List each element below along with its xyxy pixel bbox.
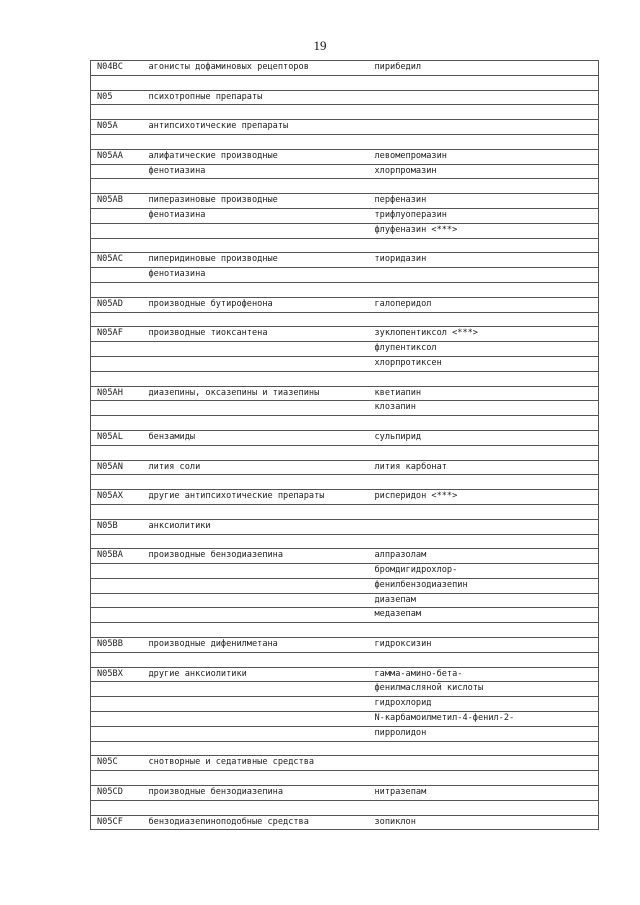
group-name-cell bbox=[143, 371, 369, 386]
drug-name-cell bbox=[369, 652, 599, 667]
table-row bbox=[91, 268, 599, 283]
table-row bbox=[91, 667, 599, 682]
group-name-cell: фенотиазина bbox=[143, 164, 369, 179]
atc-code-cell bbox=[91, 800, 143, 815]
drug-name-cell bbox=[369, 534, 599, 549]
table-row bbox=[91, 194, 599, 209]
drug-name-cell: кветиапин bbox=[369, 386, 599, 401]
group-name-cell bbox=[143, 712, 369, 727]
group-name-cell bbox=[143, 652, 369, 667]
table-row bbox=[91, 475, 599, 490]
group-name-cell bbox=[143, 401, 369, 416]
atc-code-cell: N05AH bbox=[91, 386, 143, 401]
atc-code-cell: N05CF bbox=[91, 815, 143, 830]
group-name-cell: бензамиды bbox=[143, 430, 369, 445]
table-row bbox=[91, 504, 599, 519]
drug-name-cell: бромдигидрохлор- bbox=[369, 564, 599, 579]
drug-name-cell bbox=[369, 282, 599, 297]
group-name-cell: психотропные препараты bbox=[143, 90, 369, 105]
group-name-cell: агонисты дофаминовых рецепторов bbox=[143, 61, 369, 76]
table-row bbox=[91, 253, 599, 268]
group-name-cell: пиперидиновые производные bbox=[143, 253, 369, 268]
drug-name-cell bbox=[369, 771, 599, 786]
group-name-cell bbox=[143, 416, 369, 431]
atc-code-cell: N05B bbox=[91, 519, 143, 534]
atc-code-cell bbox=[91, 475, 143, 490]
drug-name-cell bbox=[369, 90, 599, 105]
atc-code-cell bbox=[91, 342, 143, 357]
atc-drug-table bbox=[90, 60, 599, 830]
atc-code-cell bbox=[91, 697, 143, 712]
atc-code-cell bbox=[91, 208, 143, 223]
group-name-cell bbox=[143, 75, 369, 90]
drug-name-cell: хлорпротиксен bbox=[369, 356, 599, 371]
atc-code-cell: N05C bbox=[91, 756, 143, 771]
table-row bbox=[91, 815, 599, 830]
group-name-cell bbox=[143, 282, 369, 297]
drug-name-cell bbox=[369, 312, 599, 327]
group-name-cell: снотворные и седативные средства bbox=[143, 756, 369, 771]
atc-code-cell bbox=[91, 179, 143, 194]
drug-name-cell bbox=[369, 741, 599, 756]
table-row bbox=[91, 712, 599, 727]
table-row bbox=[91, 90, 599, 105]
group-name-cell bbox=[143, 608, 369, 623]
drug-name-cell: сульпирид bbox=[369, 430, 599, 445]
atc-code-cell bbox=[91, 371, 143, 386]
table-row bbox=[91, 430, 599, 445]
table-row bbox=[91, 623, 599, 638]
drug-name-cell: трифлуоперазин bbox=[369, 208, 599, 223]
atc-code-cell: N05AA bbox=[91, 149, 143, 164]
table-row bbox=[91, 490, 599, 505]
table-row bbox=[91, 697, 599, 712]
atc-code-cell bbox=[91, 238, 143, 253]
drug-name-cell: гамма-амино-бета- bbox=[369, 667, 599, 682]
drug-name-cell bbox=[369, 105, 599, 120]
drug-name-cell bbox=[369, 800, 599, 815]
table-row bbox=[91, 386, 599, 401]
group-name-cell bbox=[143, 593, 369, 608]
table-row bbox=[91, 564, 599, 579]
atc-code-cell bbox=[91, 268, 143, 283]
atc-code-cell: N05BB bbox=[91, 638, 143, 653]
drug-name-cell: гидрохлорид bbox=[369, 697, 599, 712]
group-name-cell bbox=[143, 134, 369, 149]
group-name-cell bbox=[143, 475, 369, 490]
atc-code-cell bbox=[91, 164, 143, 179]
drug-name-cell: пирролидон bbox=[369, 726, 599, 741]
group-name-cell bbox=[143, 623, 369, 638]
table-row bbox=[91, 297, 599, 312]
atc-code-cell bbox=[91, 312, 143, 327]
drug-name-cell bbox=[369, 179, 599, 194]
drug-name-cell bbox=[369, 623, 599, 638]
table-row bbox=[91, 223, 599, 238]
table-row bbox=[91, 756, 599, 771]
table-row bbox=[91, 164, 599, 179]
table-row bbox=[91, 416, 599, 431]
atc-code-cell bbox=[91, 593, 143, 608]
group-name-cell: алифатические производные bbox=[143, 149, 369, 164]
table-row bbox=[91, 401, 599, 416]
group-name-cell: производные тиоксантена bbox=[143, 327, 369, 342]
atc-code-cell bbox=[91, 652, 143, 667]
table-row bbox=[91, 682, 599, 697]
drug-name-cell bbox=[369, 134, 599, 149]
table-row bbox=[91, 593, 599, 608]
table-row bbox=[91, 238, 599, 253]
table-row bbox=[91, 445, 599, 460]
group-name-cell bbox=[143, 697, 369, 712]
drug-name-cell bbox=[369, 120, 599, 135]
drug-name-cell bbox=[369, 504, 599, 519]
drug-name-cell: фенилмасляной кислоты bbox=[369, 682, 599, 697]
table-row bbox=[91, 534, 599, 549]
atc-code-cell: N05BA bbox=[91, 549, 143, 564]
table-row bbox=[91, 312, 599, 327]
atc-code-cell: N05AC bbox=[91, 253, 143, 268]
group-name-cell bbox=[143, 578, 369, 593]
drug-name-cell bbox=[369, 371, 599, 386]
atc-code-cell: N04BC bbox=[91, 61, 143, 76]
drug-name-cell: N-карбамоилметил-4-фенил-2- bbox=[369, 712, 599, 727]
group-name-cell: бензодиазепиноподобные средства bbox=[143, 815, 369, 830]
drug-name-cell: хлорпромазин bbox=[369, 164, 599, 179]
group-name-cell bbox=[143, 179, 369, 194]
group-name-cell: антипсихотические препараты bbox=[143, 120, 369, 135]
drug-name-cell: зуклопентиксол <***> bbox=[369, 327, 599, 342]
drug-name-cell: диазепам bbox=[369, 593, 599, 608]
table-row bbox=[91, 741, 599, 756]
table-row bbox=[91, 549, 599, 564]
group-name-cell: пиперазиновые производные bbox=[143, 194, 369, 209]
drug-name-cell: рисперидон <***> bbox=[369, 490, 599, 505]
drug-name-cell bbox=[369, 238, 599, 253]
table-body bbox=[91, 61, 599, 830]
drug-name-cell: клозапин bbox=[369, 401, 599, 416]
group-name-cell bbox=[143, 312, 369, 327]
group-name-cell bbox=[143, 356, 369, 371]
group-name-cell bbox=[143, 223, 369, 238]
atc-code-cell bbox=[91, 712, 143, 727]
atc-code-cell: N05AL bbox=[91, 430, 143, 445]
group-name-cell: фенотиазина bbox=[143, 268, 369, 283]
table-row bbox=[91, 134, 599, 149]
drug-name-cell: левомепромазин bbox=[369, 149, 599, 164]
group-name-cell bbox=[143, 771, 369, 786]
page-number: 19 bbox=[313, 38, 327, 53]
drug-name-cell bbox=[369, 519, 599, 534]
group-name-cell: производные бензодиазепина bbox=[143, 549, 369, 564]
atc-code-cell bbox=[91, 682, 143, 697]
atc-code-cell: N05AF bbox=[91, 327, 143, 342]
group-name-cell bbox=[143, 105, 369, 120]
group-name-cell: производные бензодиазепина bbox=[143, 786, 369, 801]
table-row bbox=[91, 282, 599, 297]
drug-name-cell: тиоридазин bbox=[369, 253, 599, 268]
drug-name-cell: медазепам bbox=[369, 608, 599, 623]
drug-name-cell bbox=[369, 268, 599, 283]
atc-code-cell bbox=[91, 416, 143, 431]
table-row bbox=[91, 120, 599, 135]
table-row bbox=[91, 578, 599, 593]
drug-name-cell: флупентиксол bbox=[369, 342, 599, 357]
table-row bbox=[91, 519, 599, 534]
atc-code-cell: N05AB bbox=[91, 194, 143, 209]
atc-code-cell bbox=[91, 223, 143, 238]
group-name-cell bbox=[143, 504, 369, 519]
atc-code-cell bbox=[91, 564, 143, 579]
group-name-cell bbox=[143, 445, 369, 460]
group-name-cell bbox=[143, 800, 369, 815]
table-row bbox=[91, 149, 599, 164]
table-row bbox=[91, 771, 599, 786]
table-row bbox=[91, 460, 599, 475]
table-row bbox=[91, 105, 599, 120]
group-name-cell bbox=[143, 726, 369, 741]
atc-code-cell: N05BX bbox=[91, 667, 143, 682]
drug-name-cell bbox=[369, 416, 599, 431]
atc-code-cell bbox=[91, 623, 143, 638]
drug-name-cell: перфеназин bbox=[369, 194, 599, 209]
atc-code-cell bbox=[91, 608, 143, 623]
atc-code-cell bbox=[91, 75, 143, 90]
drug-name-cell: флуфеназин <***> bbox=[369, 223, 599, 238]
atc-code-cell: N05AD bbox=[91, 297, 143, 312]
table-row bbox=[91, 638, 599, 653]
drug-name-cell bbox=[369, 475, 599, 490]
group-name-cell: анксиолитики bbox=[143, 519, 369, 534]
table-row bbox=[91, 726, 599, 741]
atc-code-cell: N05A bbox=[91, 120, 143, 135]
table-row bbox=[91, 786, 599, 801]
table-row bbox=[91, 371, 599, 386]
atc-code-cell bbox=[91, 282, 143, 297]
atc-code-cell bbox=[91, 105, 143, 120]
atc-code-cell bbox=[91, 771, 143, 786]
group-name-cell bbox=[143, 342, 369, 357]
table-row bbox=[91, 356, 599, 371]
drug-name-cell: лития карбонат bbox=[369, 460, 599, 475]
group-name-cell: другие анксиолитики bbox=[143, 667, 369, 682]
group-name-cell bbox=[143, 534, 369, 549]
table-row bbox=[91, 327, 599, 342]
table-row bbox=[91, 800, 599, 815]
group-name-cell: лития соли bbox=[143, 460, 369, 475]
drug-name-cell: гидроксизин bbox=[369, 638, 599, 653]
group-name-cell bbox=[143, 741, 369, 756]
group-name-cell: производные дифенилметана bbox=[143, 638, 369, 653]
atc-code-cell bbox=[91, 356, 143, 371]
atc-code-cell bbox=[91, 504, 143, 519]
drug-name-cell: галоперидол bbox=[369, 297, 599, 312]
atc-code-cell: N05 bbox=[91, 90, 143, 105]
drug-name-cell: зопиклон bbox=[369, 815, 599, 830]
group-name-cell: производные бутирофенона bbox=[143, 297, 369, 312]
table-row bbox=[91, 179, 599, 194]
atc-code-cell: N05CD bbox=[91, 786, 143, 801]
table-row bbox=[91, 75, 599, 90]
atc-code-cell bbox=[91, 726, 143, 741]
group-name-cell bbox=[143, 682, 369, 697]
atc-code-cell bbox=[91, 578, 143, 593]
table-row bbox=[91, 652, 599, 667]
drug-name-cell: алпразолам bbox=[369, 549, 599, 564]
drug-name-cell: пирибедил bbox=[369, 61, 599, 76]
group-name-cell: другие антипсихотические препараты bbox=[143, 490, 369, 505]
atc-code-cell: N05AX bbox=[91, 490, 143, 505]
drug-name-cell: нитразепам bbox=[369, 786, 599, 801]
atc-code-cell bbox=[91, 741, 143, 756]
atc-code-cell bbox=[91, 401, 143, 416]
atc-code-cell: N05AN bbox=[91, 460, 143, 475]
table-row bbox=[91, 61, 599, 76]
atc-code-cell bbox=[91, 445, 143, 460]
atc-code-cell bbox=[91, 534, 143, 549]
table-row bbox=[91, 608, 599, 623]
table-row bbox=[91, 208, 599, 223]
drug-name-cell bbox=[369, 75, 599, 90]
atc-code-cell bbox=[91, 134, 143, 149]
table-row bbox=[91, 342, 599, 357]
group-name-cell bbox=[143, 238, 369, 253]
drug-name-cell: фенилбензодиазепин bbox=[369, 578, 599, 593]
drug-name-cell bbox=[369, 756, 599, 771]
group-name-cell bbox=[143, 564, 369, 579]
group-name-cell: диазепины, оксазепины и тиазепины bbox=[143, 386, 369, 401]
drug-name-cell bbox=[369, 445, 599, 460]
group-name-cell: фенотиазина bbox=[143, 208, 369, 223]
